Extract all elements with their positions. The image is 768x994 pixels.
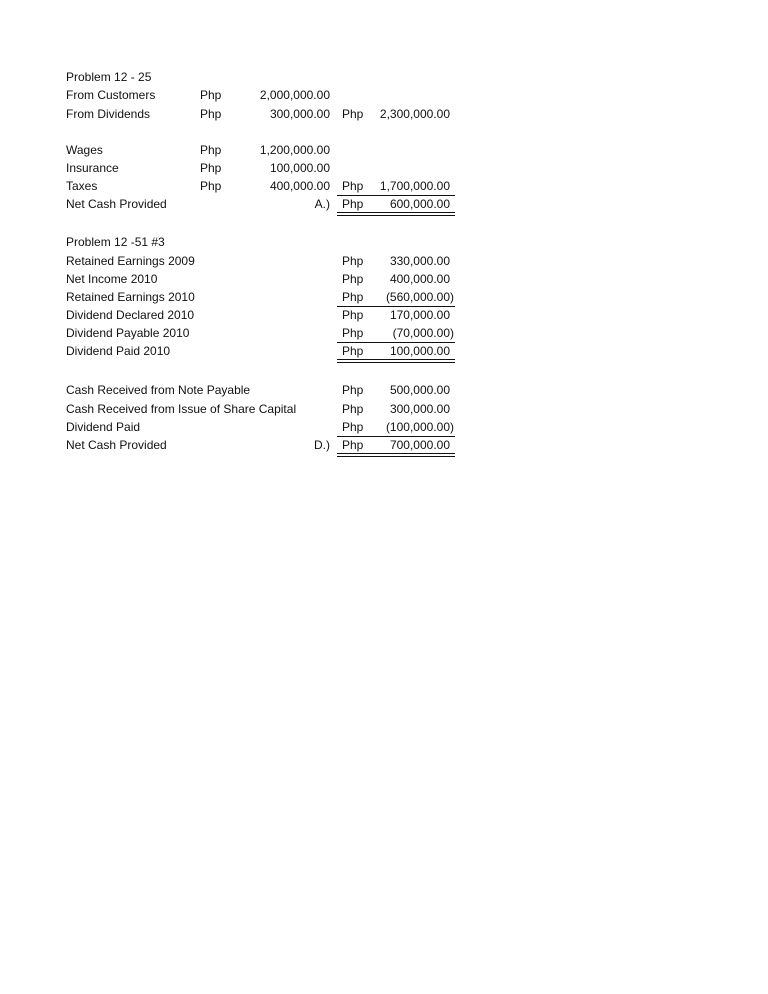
currency-label: Php — [342, 326, 364, 340]
problem-a-title-row — [0, 68, 768, 86]
total-value: 700,000.00 — [389, 438, 450, 452]
currency-label: Php — [342, 272, 364, 286]
amount-value: 170,000.00 — [389, 308, 450, 322]
table-row — [0, 252, 768, 270]
currency-label: Php — [342, 197, 364, 211]
table-row — [0, 159, 768, 177]
table-row — [0, 86, 768, 104]
row-label: Wages — [66, 143, 103, 157]
row-label: Cash Received from Issue of Share Capital — [66, 402, 297, 416]
table-row — [0, 400, 768, 418]
total-value: 1,700,000.00 — [379, 179, 450, 193]
row-label: Dividend Payable 2010 — [66, 326, 190, 340]
currency-label: Php — [200, 107, 222, 121]
amount-value: 300,000.00 — [389, 402, 450, 416]
row-label: Net Cash Provided — [66, 438, 167, 452]
currency-label: Php — [342, 438, 364, 452]
table-row — [0, 177, 768, 195]
amount-value: 1,200,000.00 — [259, 143, 330, 157]
currency-label: Php — [342, 107, 364, 121]
row-label: Taxes — [66, 179, 98, 193]
amount-value: 330,000.00 — [389, 254, 450, 268]
table-row — [0, 306, 768, 324]
amount-value: 500,000.00 — [389, 383, 450, 397]
table-row — [0, 141, 768, 159]
currency-label: Php — [342, 383, 364, 397]
problem-b-title-row — [0, 233, 768, 251]
currency-label: Php — [200, 88, 222, 102]
currency-label: Php — [342, 308, 364, 322]
amount-value: 2,000,000.00 — [259, 88, 330, 102]
currency-label: Php — [342, 179, 364, 193]
total-value: 100,000.00 — [389, 344, 450, 358]
row-label: Dividend Declared 2010 — [66, 308, 195, 322]
currency-label: Php — [200, 179, 222, 193]
table-row — [0, 324, 768, 342]
answer-marker: A.) — [314, 197, 330, 211]
currency-label: Php — [200, 161, 222, 175]
currency-label: Php — [342, 290, 364, 304]
amount-value: 300,000.00 — [269, 107, 330, 121]
currency-label: Php — [342, 254, 364, 268]
currency-label: Php — [342, 420, 364, 434]
currency-label: Php — [342, 344, 364, 358]
currency-label: Php — [342, 402, 364, 416]
amount-value: (70,000.00) — [392, 326, 454, 340]
amount-value: 400,000.00 — [269, 179, 330, 193]
table-row — [0, 270, 768, 288]
row-label: Retained Earnings 2009 — [66, 254, 195, 268]
answer-marker: D.) — [314, 438, 330, 452]
row-label: Dividend Paid 2010 — [66, 344, 171, 358]
row-label: Dividend Paid — [66, 420, 141, 434]
table-row — [0, 105, 768, 123]
total-value: 2,300,000.00 — [379, 107, 450, 121]
amount-value: (100,000.00) — [385, 420, 454, 434]
row-label: Net Cash Provided — [66, 197, 167, 211]
amount-value: 100,000.00 — [269, 161, 330, 175]
table-row — [0, 195, 768, 213]
total-double-underline — [337, 453, 455, 457]
amount-value: 400,000.00 — [389, 272, 450, 286]
row-label: Insurance — [66, 161, 119, 175]
total-double-underline — [337, 359, 455, 363]
table-row — [0, 342, 768, 360]
table-row — [0, 381, 768, 399]
problem-a-title: Problem 12 - 25 — [66, 70, 152, 84]
row-label: Cash Received from Note Payable — [66, 383, 251, 397]
row-label: Retained Earnings 2010 — [66, 290, 195, 304]
currency-label: Php — [200, 143, 222, 157]
table-row — [0, 288, 768, 306]
row-label: From Customers — [66, 88, 156, 102]
table-row — [0, 436, 768, 454]
amount-value: (560,000.00) — [385, 290, 454, 304]
row-label: From Dividends — [66, 107, 151, 121]
problem-b-title: Problem 12 -51 #3 — [66, 235, 165, 249]
total-double-underline — [337, 212, 455, 216]
row-label: Net Income 2010 — [66, 272, 158, 286]
total-value: 600,000.00 — [389, 197, 450, 211]
table-row — [0, 418, 768, 436]
